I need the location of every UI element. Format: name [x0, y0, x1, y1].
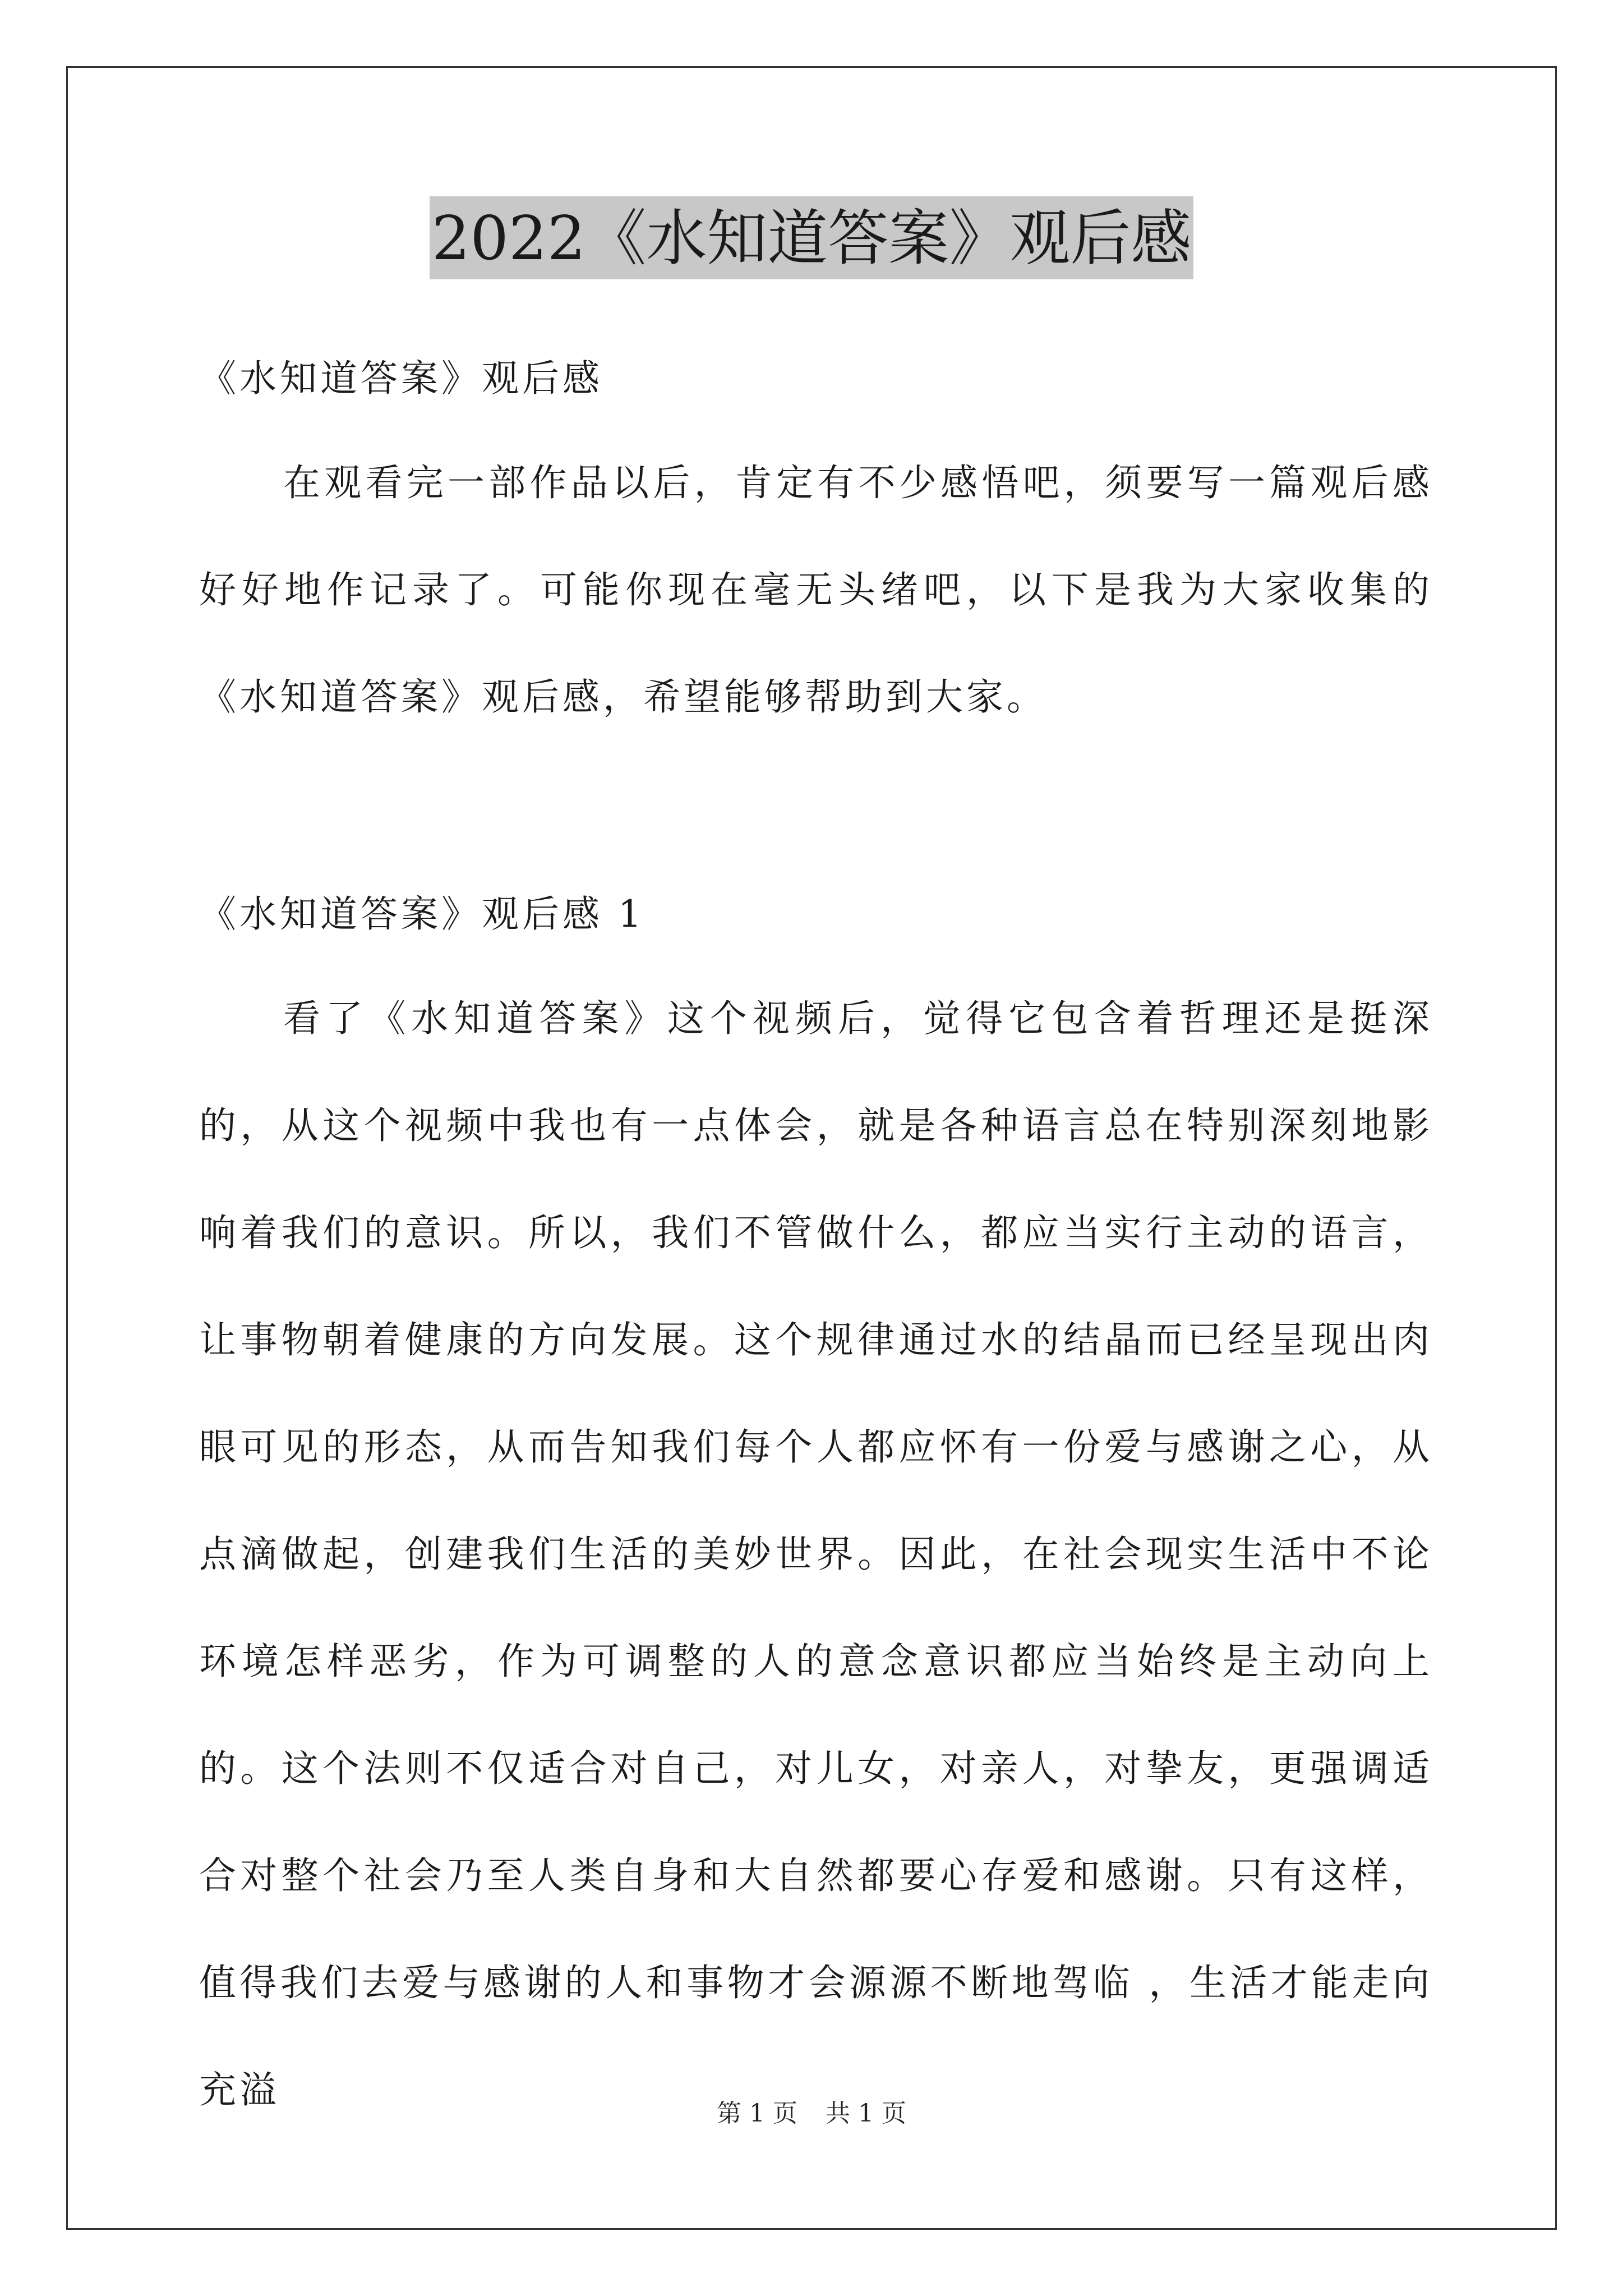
page-number: 第 1 页 — [717, 2099, 797, 2128]
title-container — [0, 196, 1623, 279]
page-footer — [0, 2097, 1623, 2131]
document-title: 2022《水知道答案》观后感 — [430, 196, 1194, 279]
section-1-body: 看了《水知道答案》这个视频后，觉得它包含着哲理还是挺深的，从这个视频中我也有一点体会，就是各种语言总在特别深刻地影响着我们的意识。所以，我们不管做什么，都应当实行主动的语言，让事物朝着健康的方向发展。这个规律通过水的结晶而已经呈现出肉眼可见的形态，从而告知我们每个人都应怀有一份爱与感谢之心，从点滴做起，创建我们生活的美妙世界。因此，在社会现实生活中不论环境怎样恶劣，作为可调整的人的意念意识都应当始终是主动向上的。这个法则不仅适合对自己，对儿女，对亲人，对挚友，更强调适合对整个社会乃至人类自身和大自然都要心存爱和感谢。只有这样，值得我们去爱与感谢的人和事物才会源源不断地驾临 ，生活才能走向充溢 — [199, 997, 1433, 2111]
section-1-heading: 《水知道答案》观后感 1 — [199, 892, 645, 936]
intro-paragraph: 在观看完一部作品以后，肯定有不少感悟吧，须要写一篇观后感好好地作记录了。可能你现在毫无头绪吧，以下是我为大家收集的《水知道答案》观后感，希望能够帮助到大家。 — [199, 461, 1433, 719]
subtitle-heading: 《水知道答案》观后感 — [199, 357, 603, 400]
page-total: 共 1 页 — [826, 2099, 906, 2128]
